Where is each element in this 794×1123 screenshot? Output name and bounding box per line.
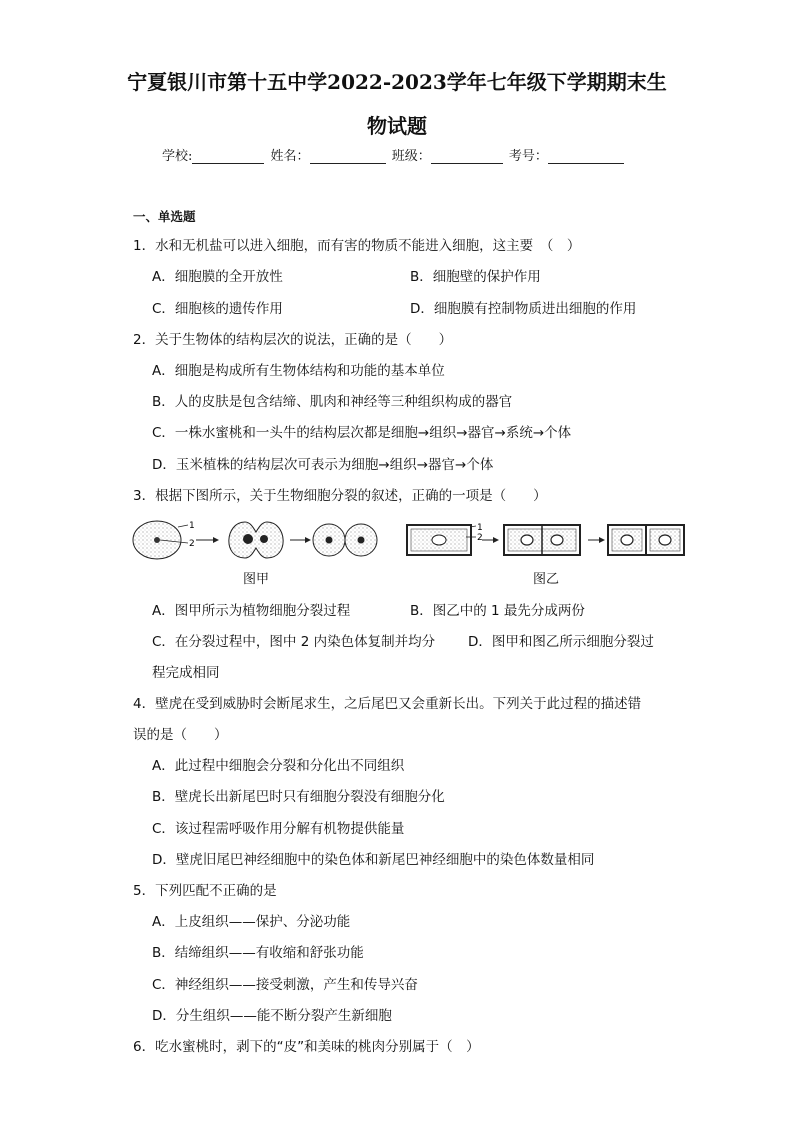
question-2-stem: 2．关于生物体的结构层次的说法，正确的是（ ） — [133, 332, 453, 348]
q3-option-d-continued: 程完成相同 — [152, 665, 220, 681]
cell-division-figure — [130, 515, 690, 565]
q1-option-d[interactable]: D．细胞膜有控制物质进出细胞的作用 — [410, 301, 637, 317]
fig-b-mark-2: 2 — [477, 533, 483, 543]
school-blank[interactable] — [192, 149, 264, 164]
question-5-stem: 5．下列匹配不正确的是 — [133, 883, 277, 899]
exam-no-blank[interactable] — [548, 149, 624, 164]
figure-b-caption: 图乙 — [533, 572, 560, 587]
page-title-line1: 宁夏银川市第十五中学2022-2023学年七年级下学期期末生 — [127, 70, 667, 94]
q3-option-d[interactable]: D．图甲和图乙所示细胞分裂过 — [468, 634, 654, 650]
page-title-line2: 物试题 — [367, 114, 427, 138]
name-label: 姓名： — [270, 149, 310, 164]
fig-mark-2: 2 — [189, 539, 195, 549]
q2-option-b[interactable]: B．人的皮肤是包含结缔、肌肉和神经等三种组织构成的器官 — [152, 394, 513, 410]
q5-option-b[interactable]: B．结缔组织——有收缩和舒张功能 — [152, 945, 364, 961]
question-4-stem-line2: 误的是（ ） — [133, 727, 228, 743]
q2-option-c[interactable]: C．一株水蜜桃和一头牛的结构层次都是细胞→组织→器官→系统→个体 — [152, 425, 572, 441]
question-1-stem: 1．水和无机盐可以进入细胞，而有害的物质不能进入细胞，这主要 （ ） — [133, 238, 581, 254]
figure-b-plant-cells — [407, 523, 684, 555]
q3-option-c[interactable]: C．在分裂过程中，图中 2 内染色体复制并均分 — [152, 634, 436, 650]
q5-option-d[interactable]: D．分生组织——能不断分裂产生新细胞 — [152, 1008, 392, 1024]
q3-option-b[interactable]: B．图乙中的 1 最先分成两份 — [410, 603, 585, 619]
q4-option-a[interactable]: A．此过程中细胞会分裂和分化出不同组织 — [152, 758, 405, 774]
q1-option-a[interactable]: A．细胞膜的全开放性 — [152, 269, 283, 285]
fig-mark-1: 1 — [189, 521, 195, 531]
fig-b-mark-1: 1 — [477, 523, 483, 533]
figure-a-animal-cells — [133, 521, 377, 559]
q5-option-a[interactable]: A．上皮组织——保护、分泌功能 — [152, 914, 351, 930]
name-blank[interactable] — [310, 149, 386, 164]
q4-option-d[interactable]: D．壁虎旧尾巴神经细胞中的染色体和新尾巴神经细胞中的染色体数量相同 — [152, 852, 595, 868]
q1-option-c[interactable]: C．细胞核的遗传作用 — [152, 301, 283, 317]
q2-option-d[interactable]: D．玉米植株的结构层次可表示为细胞→组织→器官→个体 — [152, 457, 494, 473]
exam-no-label: 考号： — [508, 149, 548, 164]
figure-a-caption: 图甲 — [243, 572, 270, 587]
q3-option-a[interactable]: A．图甲所示为植物细胞分裂过程 — [152, 603, 351, 619]
question-3-stem: 3．根据下图所示，关于生物细胞分裂的叙述，正确的一项是（ ） — [133, 488, 547, 504]
student-info-row — [162, 145, 626, 164]
q1-option-b[interactable]: B．细胞壁的保护作用 — [410, 269, 541, 285]
class-blank[interactable] — [431, 149, 503, 164]
q4-option-b[interactable]: B．壁虎长出新尾巴时只有细胞分裂没有细胞分化 — [152, 789, 445, 805]
question-4-stem-line1: 4．壁虎在受到威胁时会断尾求生，之后尾巴又会重新长出。下列关于此过程的描述错 — [133, 696, 642, 712]
question-6-stem: 6．吃水蜜桃时，剥下的“皮”和美味的桃肉分别属于（ ） — [133, 1039, 480, 1055]
q2-option-a[interactable]: A．细胞是构成所有生物体结构和功能的基本单位 — [152, 363, 445, 379]
section-title: 一、单选题 — [133, 209, 196, 224]
q5-option-c[interactable]: C．神经组织——接受刺激，产生和传导兴奋 — [152, 977, 418, 993]
class-label: 班级： — [391, 149, 431, 164]
school-label: 学校: — [162, 149, 193, 164]
q4-option-c[interactable]: C．该过程需呼吸作用分解有机物提供能量 — [152, 821, 405, 837]
